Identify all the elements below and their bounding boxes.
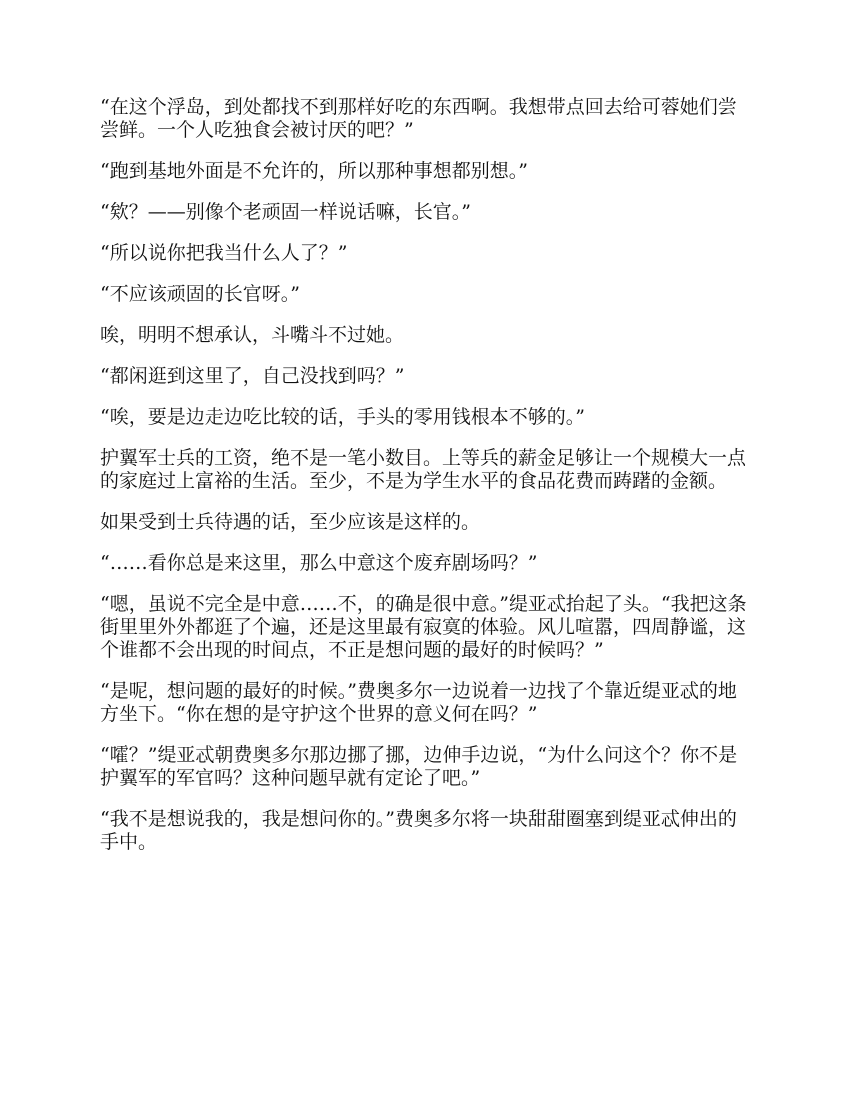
paragraph: “都闲逛到这里了，自己没找到吗？” — [100, 365, 405, 387]
paragraph: “……看你总是来这里，那么中意这个废弃剧场吗？” — [100, 552, 538, 574]
paragraph: “跑到基地外面是不允许的，所以那种事想都别想。” — [100, 160, 528, 182]
paragraph: 如果受到士兵待遇的话，至少应该是这样的。 — [100, 511, 481, 533]
paragraph: “不应该顽固的长官呀。” — [100, 283, 300, 305]
paragraph: “我不是想说我的，我是想问你的。”费奥多尔将一块甜甜圈塞到缇亚忒伸出的手中。 — [100, 808, 737, 853]
paragraph: 唉，明明不想承认，斗嘴斗不过她。 — [100, 324, 405, 346]
paragraph: “所以说你把我当什么人了？” — [100, 242, 348, 264]
document-page — [100, 96, 750, 872]
paragraph: “欸？——别像个老顽固一样说话嘛，长官。” — [100, 201, 471, 223]
paragraph: “嚯？”缇亚忒朝费奥多尔那边挪了挪，边伸手边说，“为什么问这个？你不是护翼军的军官吗？这种问题早就有定论了吧。” — [100, 744, 738, 789]
paragraph: “是呢，想问题的最好的时候。”费奥多尔一边说着一边找了个靠近缇亚忒的地方坐下。“你在想的是守护这个世界的意义何在吗？” — [100, 680, 737, 725]
paragraph: “唉，要是边走边吃比较的话，手头的零用钱根本不够的。” — [100, 406, 585, 428]
paragraph: 护翼军士兵的工资，绝不是一笔小数目。上等兵的薪金足够让一个规模大一点的家庭过上富裕的生活。至少，不是为学生水平的食品花费而踌躇的金额。 — [100, 447, 747, 492]
paragraph: “嗯，虽说不完全是中意……不，的确是很中意。”缇亚忒抬起了头。“我把这条街里里外外都逛了个遍，还是这里最有寂寞的体验。风儿喧嚣，四周静谧，这个谁都不会出现的时间点，不正是想问题的最好的时候吗？” — [100, 593, 747, 661]
paragraph: “在这个浮岛，到处都找不到那样好吃的东西啊。我想带点回去给可蓉她们尝尝鲜。一个人吃独食会被讨厌的吧？” — [100, 96, 737, 141]
